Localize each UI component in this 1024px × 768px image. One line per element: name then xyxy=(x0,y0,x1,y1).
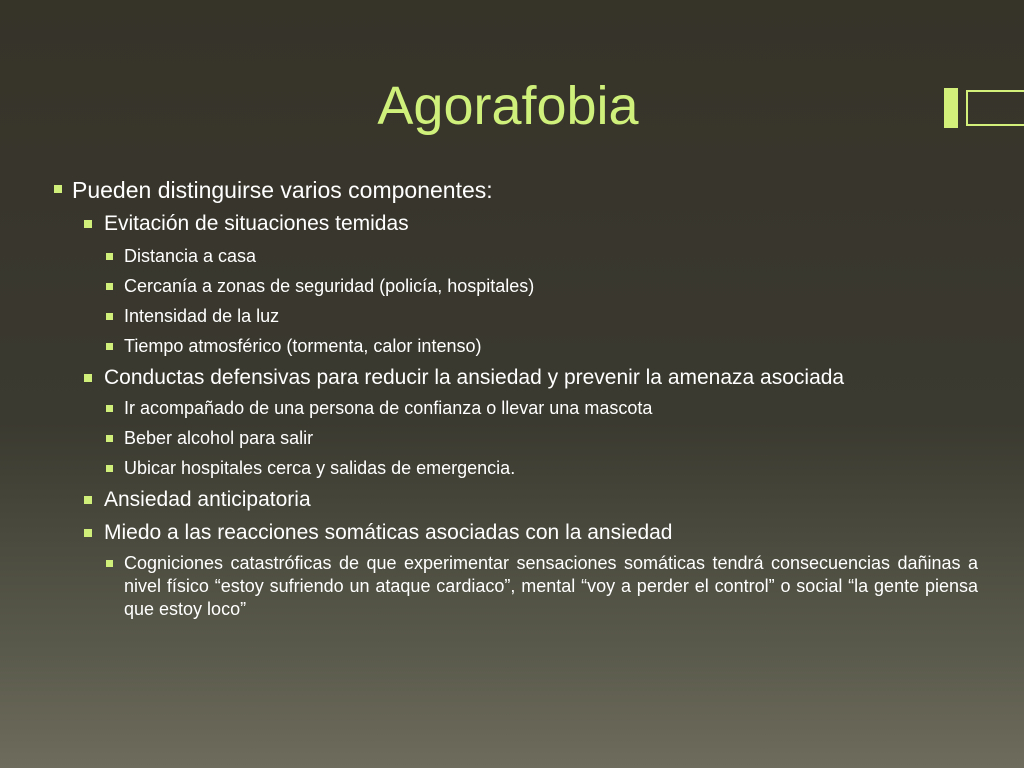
bullet-text: Ubicar hospitales cerca y salidas de emergencia. xyxy=(124,458,516,478)
bullet-item xyxy=(106,275,978,298)
bullet-text: Intensidad de la luz xyxy=(124,306,280,326)
bullet-item xyxy=(106,427,978,450)
square-bullet-icon xyxy=(84,529,92,537)
square-bullet-icon xyxy=(106,405,113,412)
square-bullet-icon xyxy=(106,435,113,442)
bullet-item xyxy=(84,365,978,390)
bullet-text: Evitación de situaciones temidas xyxy=(104,212,409,235)
bullet-text: Ansiedad anticipatoria xyxy=(104,488,311,511)
square-bullet-icon xyxy=(84,374,92,382)
bullet-text: Tiempo atmosférico (tormenta, calor intenso) xyxy=(124,336,482,356)
bullet-item xyxy=(106,397,978,420)
bullet-item xyxy=(106,245,978,268)
bullet-item xyxy=(84,487,978,512)
bullet-item xyxy=(54,176,978,204)
square-bullet-icon xyxy=(84,220,92,228)
square-bullet-icon xyxy=(106,560,113,567)
square-bullet-icon xyxy=(54,185,62,193)
slide-title: Agorafobia xyxy=(377,76,639,136)
bullet-item xyxy=(106,335,978,358)
bullet-text: Cogniciones catastróficas de que experimentar sensaciones somáticas tendrá consecuencias dañinas a nivel físico “estoy sufriendo un ataque cardiaco”, mental “voy a perder el control” o social “la gente piensa que estoy loco” xyxy=(124,553,978,619)
bullet-item xyxy=(84,520,978,545)
square-bullet-icon xyxy=(106,253,113,260)
bullet-item xyxy=(106,305,978,328)
bullet-item xyxy=(84,211,978,236)
bullet-text: Beber alcohol para salir xyxy=(124,428,314,448)
bullet-item xyxy=(106,552,978,621)
bullet-text: Pueden distinguirse varios componentes: xyxy=(72,177,493,203)
square-bullet-icon xyxy=(106,283,113,290)
bullet-text: Miedo a las reacciones somáticas asociadas con la ansiedad xyxy=(104,521,673,544)
bullet-item xyxy=(106,457,978,480)
bullet-text: Ir acompañado de una persona de confianza o llevar una mascota xyxy=(124,398,653,418)
square-bullet-icon xyxy=(106,343,113,350)
bullet-text: Distancia a casa xyxy=(124,246,257,266)
square-bullet-icon xyxy=(106,465,113,472)
bullet-text: Cercanía a zonas de seguridad (policía, hospitales) xyxy=(124,276,535,296)
square-bullet-icon xyxy=(84,496,92,504)
square-bullet-icon xyxy=(106,313,113,320)
bullet-list xyxy=(54,176,978,621)
bullet-text: Conductas defensivas para reducir la ansiedad y prevenir la amenaza asociada xyxy=(104,366,845,389)
